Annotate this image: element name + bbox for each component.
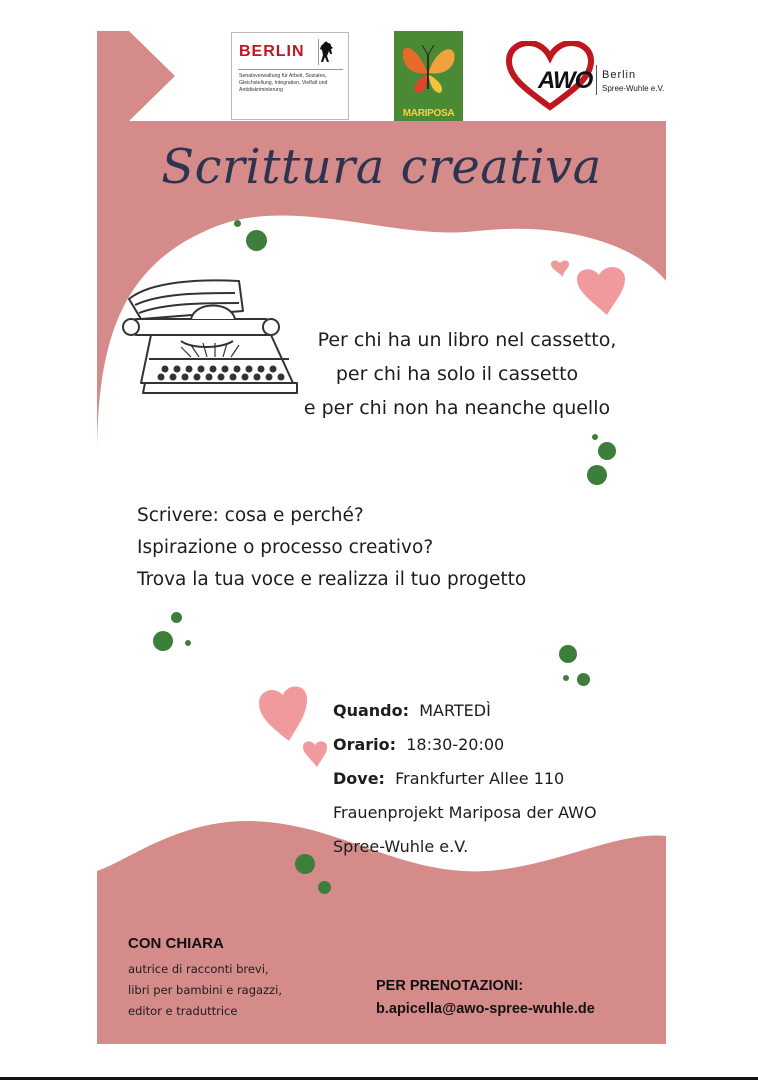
info-when (333, 701, 491, 720)
decorative-dot (295, 854, 315, 874)
page-title: Scrittura creativa (161, 139, 602, 195)
typewriter-icon (121, 271, 301, 421)
booking-label: PER PRENOTAZIONI: (376, 978, 524, 994)
awo-logo-word: AWO (538, 67, 593, 94)
decorative-dot (559, 645, 577, 663)
host-desc-line-3: editor e traduttrice (128, 1004, 238, 1018)
body-line-2: Ispirazione o processo creativo? (137, 537, 434, 558)
heart-icon (257, 681, 337, 771)
decorative-dot (563, 675, 569, 681)
mariposa-logo-word: MARIPOSA (402, 108, 455, 119)
decorative-dot (171, 612, 182, 623)
tagline-line-3: e per chi non ha neanche quello (303, 397, 611, 419)
host-name: CON CHIARA (128, 935, 224, 952)
awo-logo-city: Berlin (602, 69, 637, 81)
body-line-1: Scrivere: cosa e perché? (137, 505, 364, 526)
booking-email[interactable]: b.apicella@awo-spree-wuhle.de (376, 1001, 595, 1017)
decorative-dot (246, 230, 267, 251)
decorative-dot (592, 434, 598, 440)
berlin-logo-word: BERLIN (239, 43, 305, 60)
decorative-dot (318, 881, 331, 894)
tagline-line-2: per chi ha solo il cassetto (335, 363, 579, 385)
info-where-label: Dove: (333, 769, 385, 788)
host-desc-line-2: libri per bambini e ragazzi, (128, 983, 282, 997)
decorative-dot (185, 640, 191, 646)
tagline-line-1: Per chi ha un libro nel cassetto, (317, 329, 617, 351)
info-when-value: MARTEDÌ (419, 701, 491, 720)
heart-icon (549, 259, 629, 319)
decorative-dot (153, 631, 173, 651)
info-time-value: 18:30-20:00 (406, 735, 505, 754)
info-where (333, 769, 564, 788)
info-where-line-2: Frauenprojekt Mariposa der AWO (333, 803, 597, 822)
poster (97, 31, 666, 1044)
info-where-value: Frankfurter Allee 110 (395, 769, 565, 788)
info-time-label: Orario: (333, 735, 397, 754)
info-time (333, 735, 504, 754)
decorative-dot (577, 673, 590, 686)
berlin-logo-text: Senatsverwaltung für Arbeit, Soziales, Gleichstellung, Integration, Vielfalt und Antidiskriminierung (239, 73, 328, 93)
info-when-label: Quando: (333, 701, 410, 720)
host-desc-line-1: autrice di racconti brevi, (128, 962, 269, 976)
info-where-line-3: Spree-Wuhle e.V. (333, 837, 469, 856)
decorative-dot (234, 220, 241, 227)
decorative-dot (598, 442, 616, 460)
body-line-3: Trova la tua voce e realizza il tuo progetto (137, 569, 527, 590)
decorative-dot (587, 465, 607, 485)
awo-logo-org: Spree-Wuhle e.V. (602, 84, 665, 93)
